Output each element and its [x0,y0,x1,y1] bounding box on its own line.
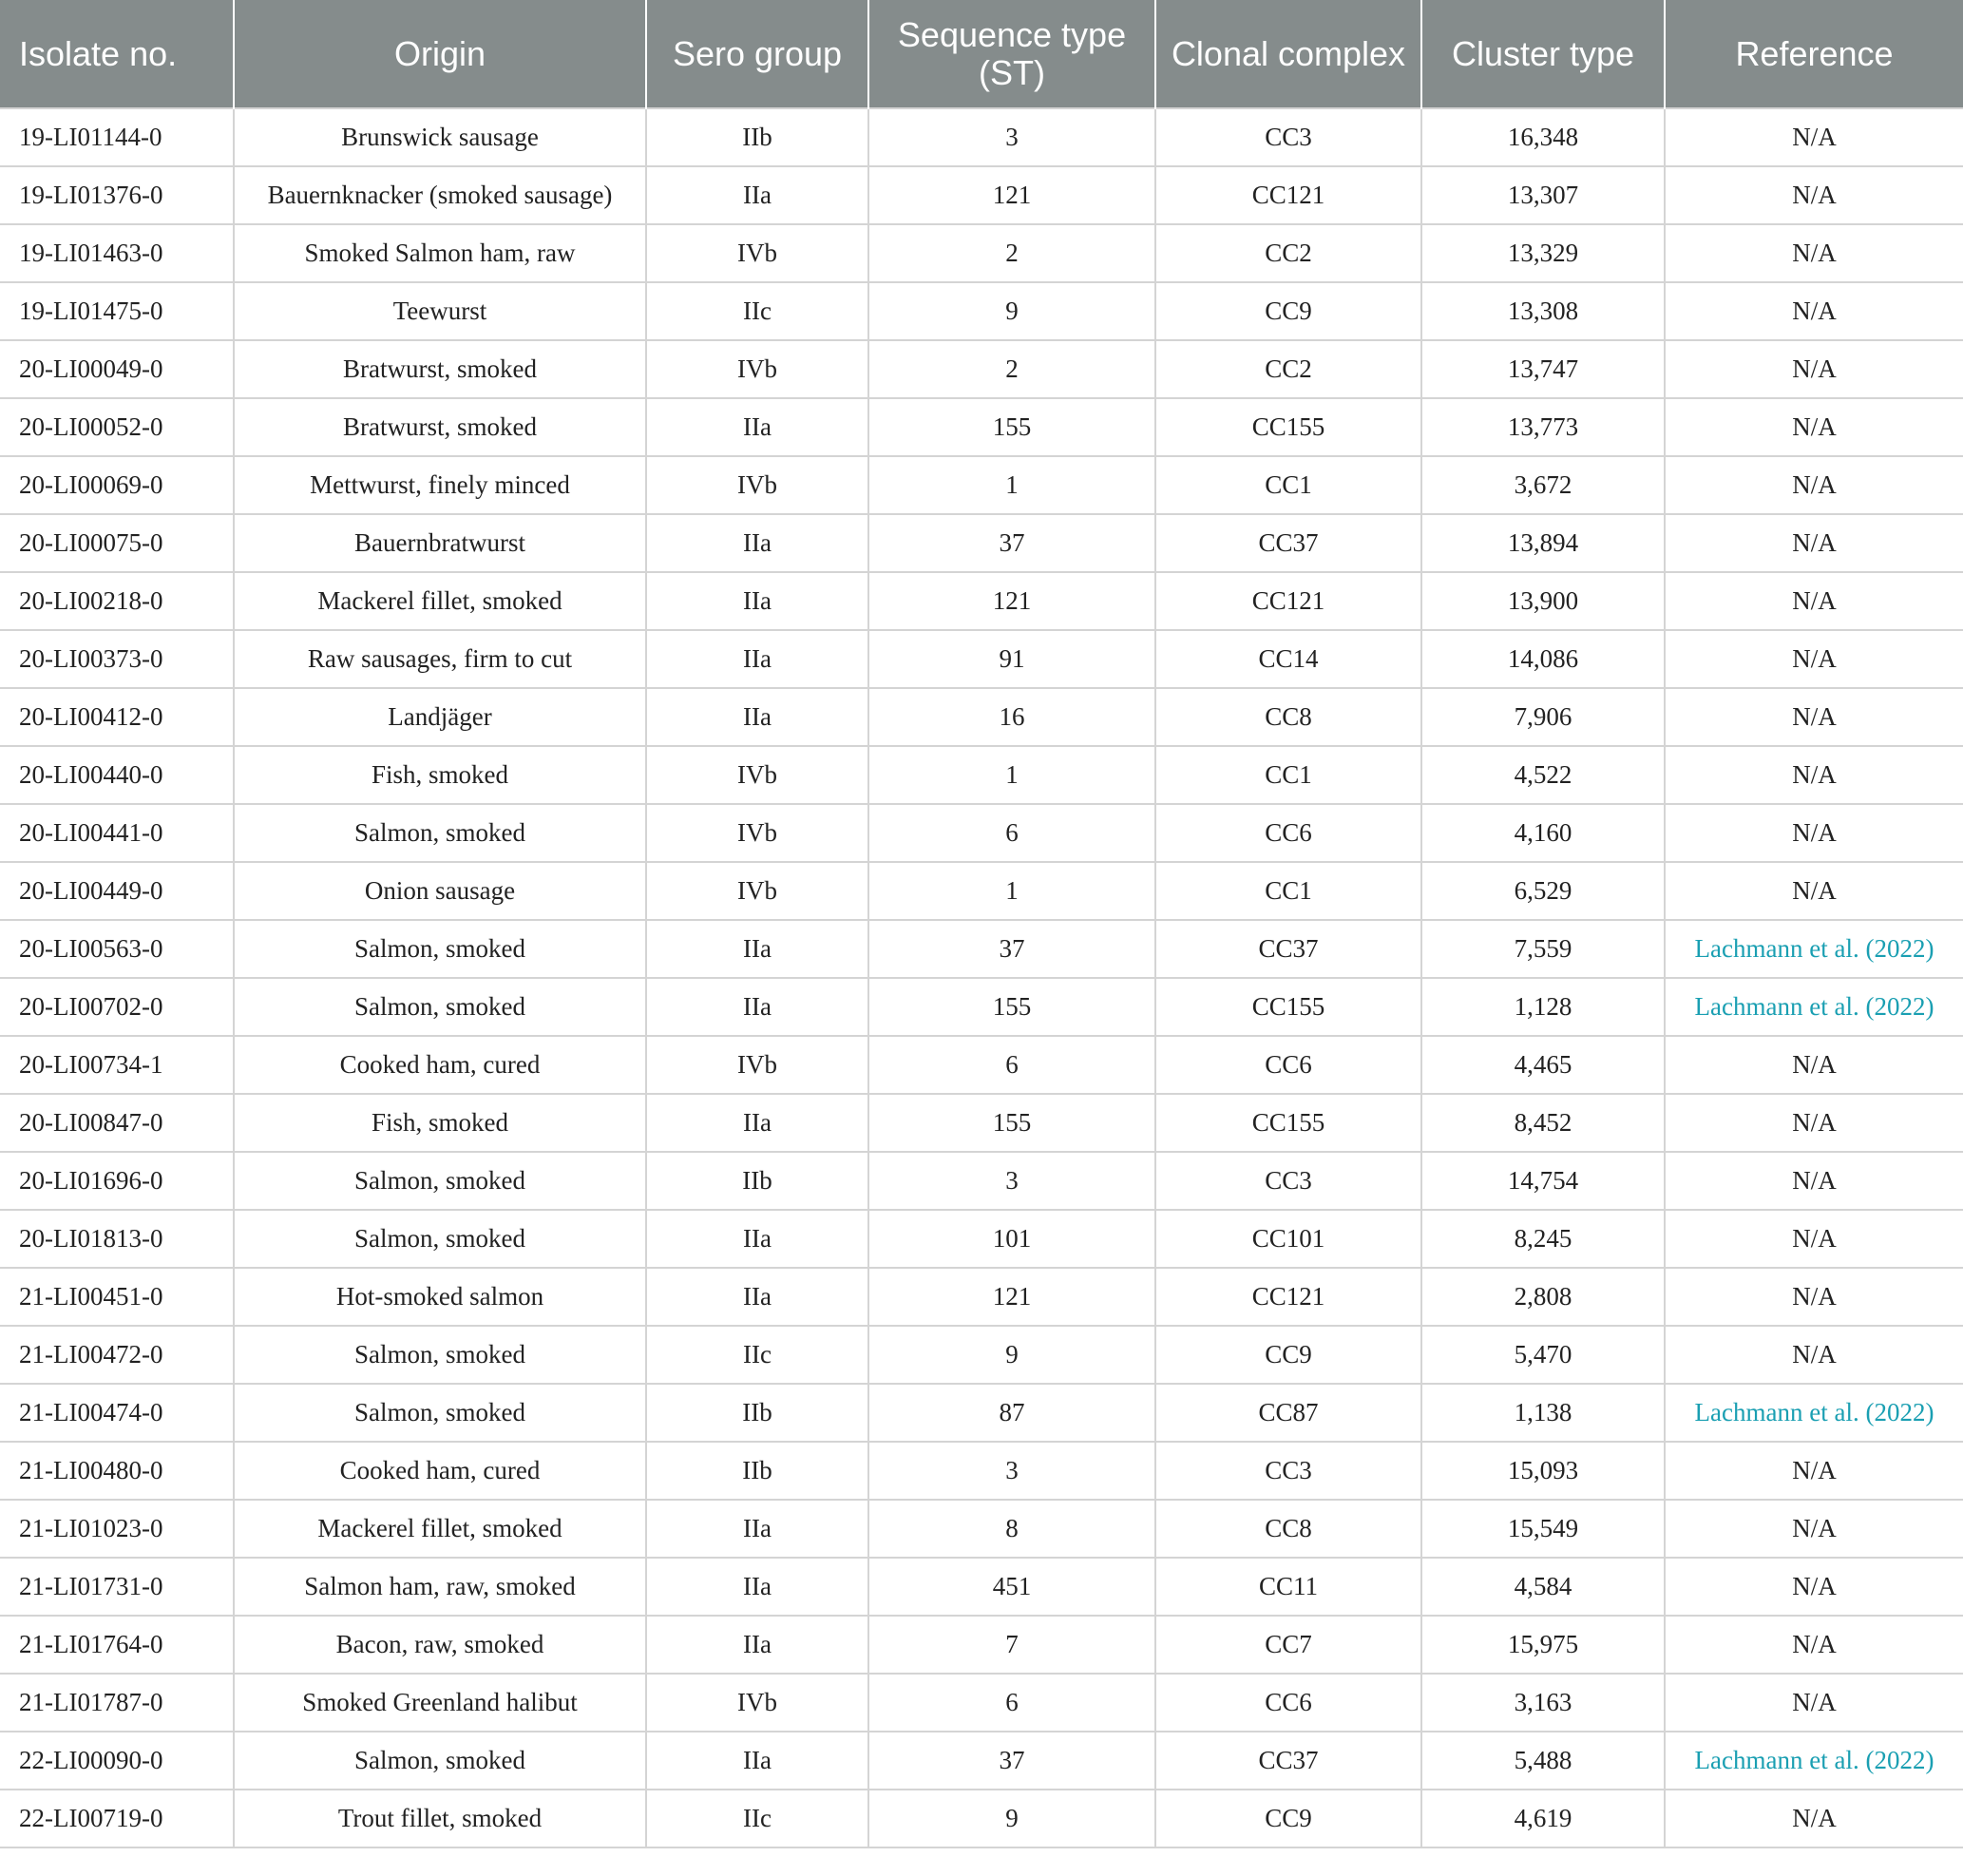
clonal-complex-cell: CC37 [1155,514,1421,572]
sero-group-cell: IIa [646,1210,868,1268]
cluster-type-cell: 13,894 [1421,514,1665,572]
sequence-type-cell: 1 [868,456,1155,514]
isolate-cell: 20-LI00449-0 [0,862,234,920]
sequence-type-cell: 3 [868,108,1155,166]
clonal-complex-cell: CC87 [1155,1384,1421,1442]
isolate-cell: 19-LI01475-0 [0,282,234,340]
reference-cell: N/A [1665,340,1963,398]
reference-cell: N/A [1665,1674,1963,1732]
clonal-complex-cell: CC9 [1155,1790,1421,1847]
cluster-type-cell: 5,470 [1421,1326,1665,1384]
clonal-complex-cell: CC8 [1155,1500,1421,1558]
table-row [0,456,1963,514]
table-row [0,1152,1963,1210]
origin-cell: Bauernknacker (smoked sausage) [234,166,646,224]
table-row [0,224,1963,282]
sero-group-cell: IIa [646,1616,868,1674]
sequence-type-cell: 91 [868,630,1155,688]
reference-cell: N/A [1665,1152,1963,1210]
origin-cell: Raw sausages, firm to cut [234,630,646,688]
origin-cell: Bratwurst, smoked [234,340,646,398]
reference-cell: N/A [1665,166,1963,224]
reference-cell: N/A [1665,282,1963,340]
clonal-complex-cell: CC121 [1155,572,1421,630]
table-row [0,1442,1963,1500]
reference-cell: N/A [1665,1036,1963,1094]
sero-group-cell: IIa [646,514,868,572]
cluster-type-cell: 13,329 [1421,224,1665,282]
sequence-type-cell: 9 [868,1790,1155,1847]
cluster-type-cell: 7,906 [1421,688,1665,746]
origin-cell: Fish, smoked [234,1094,646,1152]
table-row [0,862,1963,920]
origin-cell: Brunswick sausage [234,108,646,166]
reference-cell[interactable]: Lachmann et al. (2022) [1665,1732,1963,1790]
cluster-type-cell: 15,549 [1421,1500,1665,1558]
table-row [0,1268,1963,1326]
clonal-complex-cell: CC2 [1155,224,1421,282]
reference-cell: N/A [1665,108,1963,166]
isolate-cell: 22-LI00719-0 [0,1790,234,1847]
reference-cell: N/A [1665,398,1963,456]
isolate-cell: 20-LI01696-0 [0,1152,234,1210]
isolate-cell: 20-LI00075-0 [0,514,234,572]
sero-group-cell: IIa [646,630,868,688]
sero-group-cell: IVb [646,862,868,920]
cluster-type-cell: 13,773 [1421,398,1665,456]
clonal-complex-cell: CC37 [1155,1732,1421,1790]
cluster-type-cell: 8,452 [1421,1094,1665,1152]
sero-group-cell: IIa [646,978,868,1036]
sero-group-cell: IVb [646,340,868,398]
isolate-cell: 20-LI00734-1 [0,1036,234,1094]
clonal-complex-cell: CC8 [1155,688,1421,746]
table-row [0,1384,1963,1442]
sero-group-cell: IIa [646,688,868,746]
sequence-type-cell: 2 [868,340,1155,398]
sequence-type-cell: 101 [868,1210,1155,1268]
sequence-type-cell: 1 [868,746,1155,804]
clonal-complex-cell: CC9 [1155,282,1421,340]
origin-cell: Landjäger [234,688,646,746]
sero-group-cell: IVb [646,1036,868,1094]
cluster-type-cell: 3,163 [1421,1674,1665,1732]
table-row [0,1674,1963,1732]
cluster-type-cell: 4,522 [1421,746,1665,804]
isolate-cell: 20-LI00847-0 [0,1094,234,1152]
sequence-type-cell: 1 [868,862,1155,920]
clonal-complex-cell: CC37 [1155,920,1421,978]
reference-cell: N/A [1665,514,1963,572]
cluster-type-cell: 7,559 [1421,920,1665,978]
table-row [0,1036,1963,1094]
isolate-cell: 20-LI01813-0 [0,1210,234,1268]
reference-cell: N/A [1665,1442,1963,1500]
isolate-cell: 21-LI01787-0 [0,1674,234,1732]
sequence-type-cell: 155 [868,398,1155,456]
sequence-type-cell: 9 [868,1326,1155,1384]
sero-group-cell: IIc [646,1326,868,1384]
sequence-type-cell: 6 [868,1674,1155,1732]
table-row [0,920,1963,978]
reference-cell: N/A [1665,572,1963,630]
table-row [0,398,1963,456]
sequence-type-cell: 87 [868,1384,1155,1442]
sequence-type-cell: 7 [868,1616,1155,1674]
clonal-complex-cell: CC3 [1155,1152,1421,1210]
table-row [0,1500,1963,1558]
sero-group-cell: IIa [646,920,868,978]
isolate-cell: 20-LI00441-0 [0,804,234,862]
sero-group-cell: IVb [646,804,868,862]
cluster-type-cell: 4,160 [1421,804,1665,862]
header-sero-group: Sero group [646,0,868,108]
cluster-type-cell: 15,975 [1421,1616,1665,1674]
clonal-complex-cell: CC1 [1155,862,1421,920]
table-row [0,688,1963,746]
sequence-type-cell: 6 [868,804,1155,862]
clonal-complex-cell: CC121 [1155,1268,1421,1326]
table-row [0,1616,1963,1674]
cluster-type-cell: 13,747 [1421,340,1665,398]
cluster-type-cell: 16,348 [1421,108,1665,166]
cluster-type-cell: 4,465 [1421,1036,1665,1094]
clonal-complex-cell: CC6 [1155,1674,1421,1732]
reference-cell: N/A [1665,1268,1963,1326]
isolate-cell: 21-LI00451-0 [0,1268,234,1326]
sequence-type-cell: 9 [868,282,1155,340]
origin-cell: Salmon, smoked [234,1152,646,1210]
sero-group-cell: IVb [646,746,868,804]
isolate-cell: 20-LI00412-0 [0,688,234,746]
isolate-cell: 20-LI00052-0 [0,398,234,456]
sero-group-cell: IIa [646,1500,868,1558]
sequence-type-cell: 3 [868,1152,1155,1210]
sero-group-cell: IIa [646,1732,868,1790]
sequence-type-cell: 121 [868,572,1155,630]
clonal-complex-cell: CC155 [1155,978,1421,1036]
sero-group-cell: IIc [646,1790,868,1847]
header-row [0,0,1963,108]
clonal-complex-cell: CC2 [1155,340,1421,398]
clonal-complex-cell: CC1 [1155,746,1421,804]
reference-cell[interactable]: Lachmann et al. (2022) [1665,978,1963,1036]
sero-group-cell: IVb [646,224,868,282]
isolate-cell: 20-LI00069-0 [0,456,234,514]
reference-cell: N/A [1665,1500,1963,1558]
reference-cell: N/A [1665,456,1963,514]
sero-group-cell: IIb [646,1442,868,1500]
reference-cell[interactable]: Lachmann et al. (2022) [1665,920,1963,978]
cluster-type-cell: 5,488 [1421,1732,1665,1790]
cluster-type-cell: 15,093 [1421,1442,1665,1500]
clonal-complex-cell: CC11 [1155,1558,1421,1616]
isolate-cell: 21-LI00480-0 [0,1442,234,1500]
isolate-cell: 20-LI00049-0 [0,340,234,398]
sequence-type-cell: 155 [868,978,1155,1036]
origin-cell: Bacon, raw, smoked [234,1616,646,1674]
reference-cell: N/A [1665,746,1963,804]
origin-cell: Salmon ham, raw, smoked [234,1558,646,1616]
isolate-cell: 19-LI01144-0 [0,108,234,166]
cluster-type-cell: 6,529 [1421,862,1665,920]
sequence-type-cell: 37 [868,1732,1155,1790]
isolate-cell: 22-LI00090-0 [0,1732,234,1790]
clonal-complex-cell: CC101 [1155,1210,1421,1268]
sequence-type-cell: 37 [868,514,1155,572]
header-clonal-complex: Clonal complex [1155,0,1421,108]
isolate-cell: 21-LI01764-0 [0,1616,234,1674]
reference-cell: N/A [1665,1616,1963,1674]
sequence-type-cell: 16 [868,688,1155,746]
isolate-cell: 20-LI00440-0 [0,746,234,804]
table-row [0,1094,1963,1152]
sero-group-cell: IIa [646,572,868,630]
cluster-type-cell: 13,307 [1421,166,1665,224]
origin-cell: Bauernbratwurst [234,514,646,572]
clonal-complex-cell: CC155 [1155,398,1421,456]
origin-cell: Hot-smoked salmon [234,1268,646,1326]
header-isolate: Isolate no. [0,0,234,108]
origin-cell: Salmon, smoked [234,1326,646,1384]
isolate-cell: 20-LI00702-0 [0,978,234,1036]
table-row [0,340,1963,398]
clonal-complex-cell: CC7 [1155,1616,1421,1674]
table-row [0,514,1963,572]
table-row [0,1790,1963,1847]
reference-cell: N/A [1665,1210,1963,1268]
isolate-cell: 20-LI00373-0 [0,630,234,688]
origin-cell: Salmon, smoked [234,1210,646,1268]
table-row [0,282,1963,340]
reference-cell[interactable]: Lachmann et al. (2022) [1665,1384,1963,1442]
origin-cell: Teewurst [234,282,646,340]
table-row [0,1732,1963,1790]
header-reference: Reference [1665,0,1963,108]
sequence-type-cell: 451 [868,1558,1155,1616]
origin-cell: Mackerel fillet, smoked [234,572,646,630]
origin-cell: Mackerel fillet, smoked [234,1500,646,1558]
sequence-type-cell: 121 [868,1268,1155,1326]
reference-cell: N/A [1665,1558,1963,1616]
reference-cell: N/A [1665,804,1963,862]
sero-group-cell: IIb [646,1152,868,1210]
header-cluster-type: Cluster type [1421,0,1665,108]
cluster-type-cell: 3,672 [1421,456,1665,514]
table-row [0,1326,1963,1384]
header-sequence-type: Sequence type (ST) [868,0,1155,108]
sequence-type-cell: 155 [868,1094,1155,1152]
sero-group-cell: IVb [646,456,868,514]
isolate-cell: 21-LI01731-0 [0,1558,234,1616]
origin-cell: Cooked ham, cured [234,1036,646,1094]
sero-group-cell: IIc [646,282,868,340]
sero-group-cell: IIb [646,108,868,166]
cluster-type-cell: 8,245 [1421,1210,1665,1268]
origin-cell: Smoked Salmon ham, raw [234,224,646,282]
origin-cell: Trout fillet, smoked [234,1790,646,1847]
origin-cell: Fish, smoked [234,746,646,804]
table-body [0,108,1963,1847]
clonal-complex-cell: CC9 [1155,1326,1421,1384]
reference-cell: N/A [1665,630,1963,688]
isolate-cell: 21-LI01023-0 [0,1500,234,1558]
clonal-complex-cell: CC1 [1155,456,1421,514]
table-row [0,108,1963,166]
table-row [0,978,1963,1036]
reference-cell: N/A [1665,1790,1963,1847]
origin-cell: Mettwurst, finely minced [234,456,646,514]
origin-cell: Salmon, smoked [234,978,646,1036]
sero-group-cell: IIa [646,166,868,224]
sero-group-cell: IIa [646,1268,868,1326]
clonal-complex-cell: CC121 [1155,166,1421,224]
clonal-complex-cell: CC6 [1155,1036,1421,1094]
table-row [0,572,1963,630]
table-header [0,0,1963,108]
origin-cell: Salmon, smoked [234,1732,646,1790]
table-row [0,630,1963,688]
cluster-type-cell: 4,619 [1421,1790,1665,1847]
isolate-cell: 21-LI00474-0 [0,1384,234,1442]
sero-group-cell: IIa [646,1094,868,1152]
isolate-cell: 20-LI00218-0 [0,572,234,630]
clonal-complex-cell: CC3 [1155,108,1421,166]
origin-cell: Bratwurst, smoked [234,398,646,456]
origin-cell: Cooked ham, cured [234,1442,646,1500]
origin-cell: Salmon, smoked [234,920,646,978]
reference-cell: N/A [1665,688,1963,746]
sero-group-cell: IIb [646,1384,868,1442]
clonal-complex-cell: CC155 [1155,1094,1421,1152]
isolate-cell: 21-LI00472-0 [0,1326,234,1384]
sero-group-cell: IIa [646,1558,868,1616]
sequence-type-cell: 121 [868,166,1155,224]
sequence-type-cell: 2 [868,224,1155,282]
isolate-cell: 19-LI01463-0 [0,224,234,282]
cluster-type-cell: 4,584 [1421,1558,1665,1616]
reference-cell: N/A [1665,224,1963,282]
cluster-type-cell: 13,308 [1421,282,1665,340]
cluster-type-cell: 14,086 [1421,630,1665,688]
table-row [0,804,1963,862]
table-row [0,746,1963,804]
clonal-complex-cell: CC14 [1155,630,1421,688]
clonal-complex-cell: CC6 [1155,804,1421,862]
origin-cell: Salmon, smoked [234,1384,646,1442]
cluster-type-cell: 1,138 [1421,1384,1665,1442]
sequence-type-cell: 6 [868,1036,1155,1094]
sequence-type-cell: 8 [868,1500,1155,1558]
sero-group-cell: IVb [646,1674,868,1732]
table-row [0,166,1963,224]
origin-cell: Smoked Greenland halibut [234,1674,646,1732]
origin-cell: Onion sausage [234,862,646,920]
reference-cell: N/A [1665,1094,1963,1152]
clonal-complex-cell: CC3 [1155,1442,1421,1500]
table-row [0,1558,1963,1616]
reference-cell: N/A [1665,1326,1963,1384]
sequence-type-cell: 3 [868,1442,1155,1500]
origin-cell: Salmon, smoked [234,804,646,862]
cluster-type-cell: 14,754 [1421,1152,1665,1210]
header-origin: Origin [234,0,646,108]
cluster-type-cell: 1,128 [1421,978,1665,1036]
sequence-type-cell: 37 [868,920,1155,978]
table-row [0,1210,1963,1268]
cluster-type-cell: 2,808 [1421,1268,1665,1326]
cluster-type-cell: 13,900 [1421,572,1665,630]
reference-cell: N/A [1665,862,1963,920]
isolate-cell: 20-LI00563-0 [0,920,234,978]
isolate-cell: 19-LI01376-0 [0,166,234,224]
sero-group-cell: IIa [646,398,868,456]
